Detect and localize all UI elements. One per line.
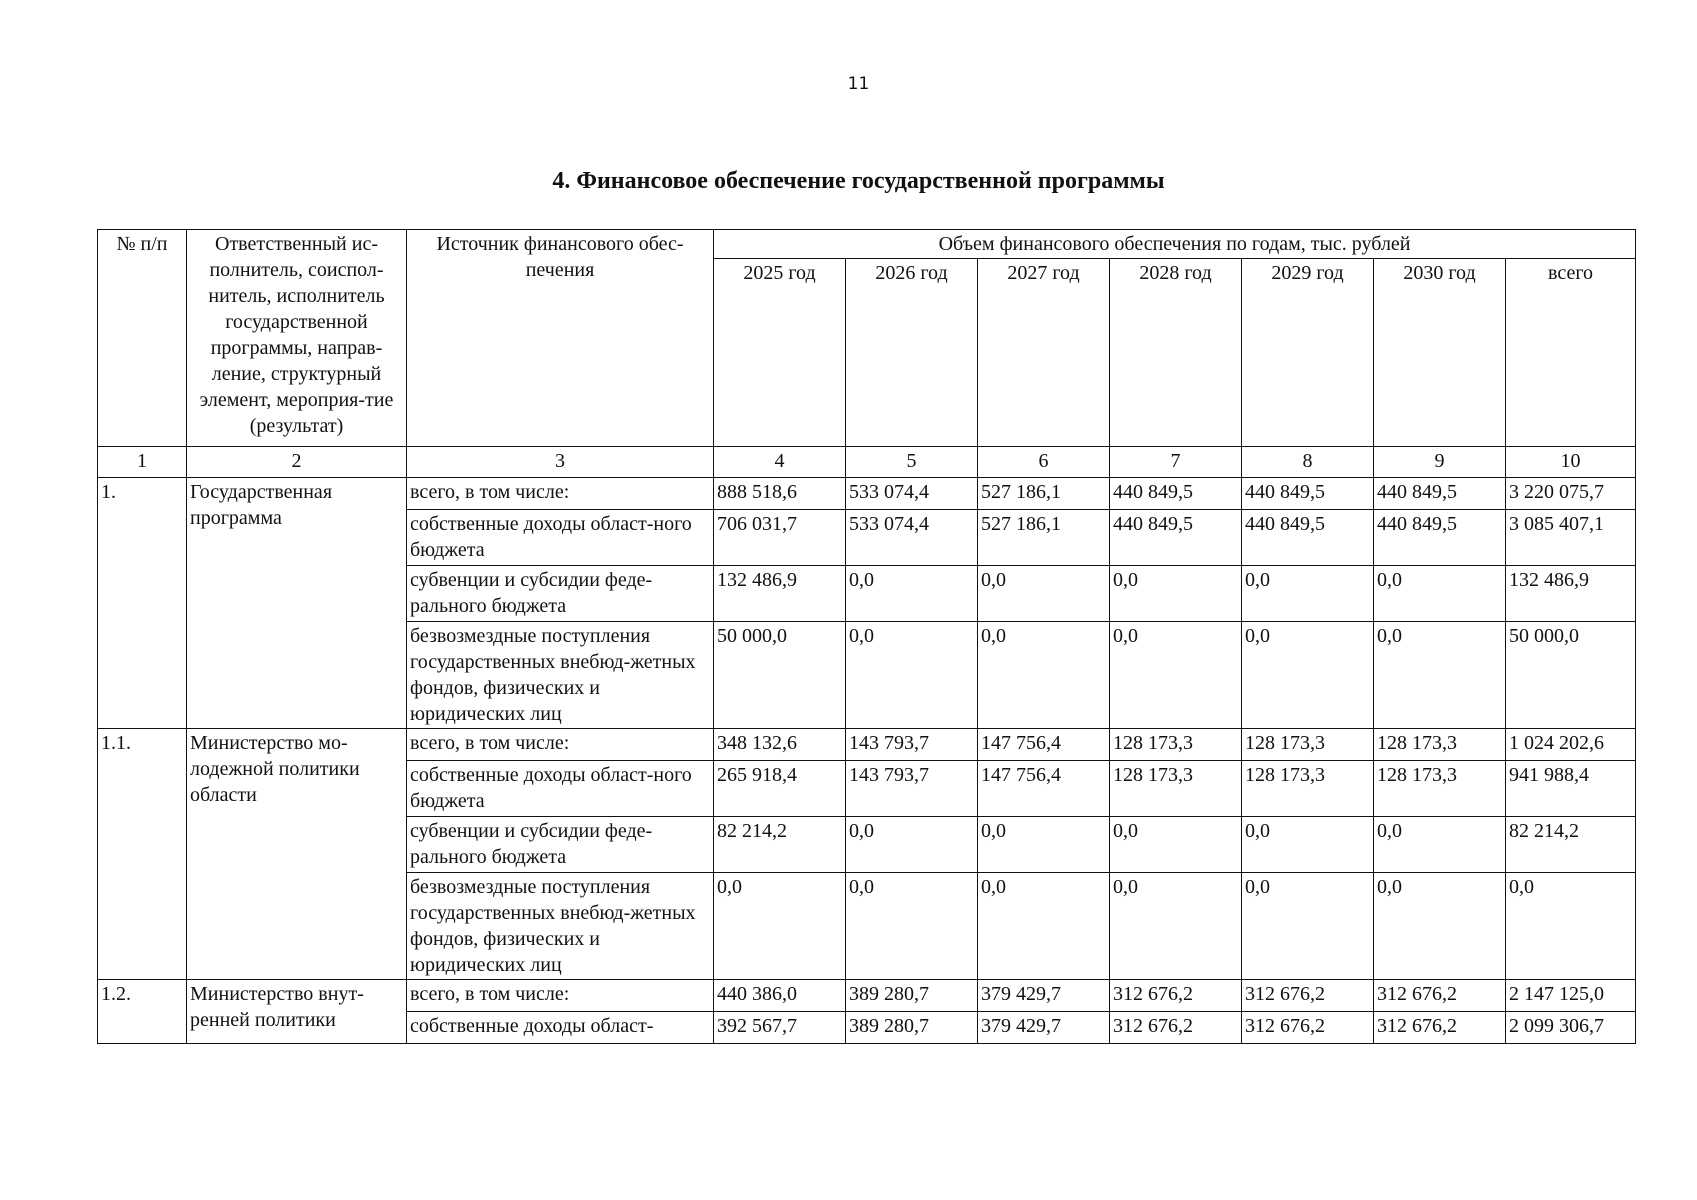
year-value: 132 486,9 [714, 566, 846, 622]
header-year: 2025 год [714, 259, 846, 447]
total-value: 941 988,4 [1506, 761, 1636, 817]
year-value: 312 676,2 [1242, 980, 1374, 1012]
year-value: 440 386,0 [714, 980, 846, 1012]
year-value: 389 280,7 [846, 980, 978, 1012]
funding-source: собственные доходы област-ного бюджета [407, 761, 714, 817]
funding-source: безвозмездные поступления государственных внебюд-жетных фондов, физических и юридических лиц [407, 622, 714, 729]
year-value: 0,0 [714, 873, 846, 980]
column-number: 10 [1506, 447, 1636, 478]
year-value: 0,0 [846, 873, 978, 980]
year-value: 312 676,2 [1110, 980, 1242, 1012]
year-value: 0,0 [1374, 817, 1506, 873]
year-value: 440 849,5 [1374, 478, 1506, 510]
header-year: 2029 год [1242, 259, 1374, 447]
year-value: 128 173,3 [1374, 761, 1506, 817]
column-number: 1 [98, 447, 187, 478]
table-row [98, 478, 1636, 510]
year-value: 389 280,7 [846, 1012, 978, 1044]
year-value: 0,0 [1110, 566, 1242, 622]
header-executor: Ответственный ис-полнитель, соиспол-нитель, исполнитель государственной программы, направ-ление, структурный элемент, мероприя-тие (результат) [187, 230, 407, 447]
year-value: 147 756,4 [978, 729, 1110, 761]
header-year: 2028 год [1110, 259, 1242, 447]
year-value: 0,0 [978, 817, 1110, 873]
year-value: 392 567,7 [714, 1012, 846, 1044]
year-value: 0,0 [1242, 873, 1374, 980]
executor-name: Государственная программа [187, 478, 407, 729]
year-value: 0,0 [1242, 566, 1374, 622]
funding-source: субвенции и субсидии феде-рального бюджета [407, 566, 714, 622]
year-value: 128 173,3 [1242, 729, 1374, 761]
total-value: 132 486,9 [1506, 566, 1636, 622]
year-value: 0,0 [1242, 817, 1374, 873]
column-number: 7 [1110, 447, 1242, 478]
table-row [98, 729, 1636, 761]
year-value: 0,0 [1374, 622, 1506, 729]
year-value: 440 849,5 [1242, 478, 1374, 510]
column-number: 6 [978, 447, 1110, 478]
year-value: 527 186,1 [978, 478, 1110, 510]
column-number: 3 [407, 447, 714, 478]
funding-source: собственные доходы област-ного бюджета [407, 510, 714, 566]
row-number: 1.2. [98, 980, 187, 1044]
year-value: 440 849,5 [1110, 510, 1242, 566]
funding-source: всего, в том числе: [407, 729, 714, 761]
total-value: 1 024 202,6 [1506, 729, 1636, 761]
column-number: 5 [846, 447, 978, 478]
year-value: 0,0 [978, 566, 1110, 622]
year-value: 440 849,5 [1374, 510, 1506, 566]
year-value: 0,0 [846, 622, 978, 729]
year-value: 379 429,7 [978, 980, 1110, 1012]
column-number: 2 [187, 447, 407, 478]
year-value: 312 676,2 [1374, 1012, 1506, 1044]
funding-source: всего, в том числе: [407, 478, 714, 510]
row-number: 1. [98, 478, 187, 729]
year-value: 440 849,5 [1242, 510, 1374, 566]
year-value: 265 918,4 [714, 761, 846, 817]
year-value: 0,0 [1242, 622, 1374, 729]
header-year: 2027 год [978, 259, 1110, 447]
column-numbers-row [98, 447, 1636, 478]
year-value: 0,0 [1110, 622, 1242, 729]
column-number: 9 [1374, 447, 1506, 478]
year-value: 0,0 [846, 566, 978, 622]
executor-name: Министерство внут-ренней политики [187, 980, 407, 1044]
total-value: 50 000,0 [1506, 622, 1636, 729]
year-value: 128 173,3 [1374, 729, 1506, 761]
total-value: 2 099 306,7 [1506, 1012, 1636, 1044]
year-value: 379 429,7 [978, 1012, 1110, 1044]
year-value: 312 676,2 [1110, 1012, 1242, 1044]
year-value: 128 173,3 [1110, 761, 1242, 817]
year-value: 128 173,3 [1242, 761, 1374, 817]
year-value: 50 000,0 [714, 622, 846, 729]
total-value: 3 220 075,7 [1506, 478, 1636, 510]
header-year: 2030 год [1374, 259, 1506, 447]
column-number: 4 [714, 447, 846, 478]
funding-source: безвозмездные поступления государственных внебюд-жетных фондов, физических и юридических лиц [407, 873, 714, 980]
year-value: 312 676,2 [1374, 980, 1506, 1012]
total-value: 2 147 125,0 [1506, 980, 1636, 1012]
year-value: 0,0 [846, 817, 978, 873]
header-num: № п/п [98, 230, 187, 447]
year-value: 888 518,6 [714, 478, 846, 510]
funding-source: собственные доходы област- [407, 1012, 714, 1044]
header-year: 2026 год [846, 259, 978, 447]
total-value: 82 214,2 [1506, 817, 1636, 873]
column-number: 8 [1242, 447, 1374, 478]
year-value: 0,0 [1110, 873, 1242, 980]
year-value: 533 074,4 [846, 478, 978, 510]
year-value: 82 214,2 [714, 817, 846, 873]
year-value: 143 793,7 [846, 761, 978, 817]
page-title: 4. Финансовое обеспечение государственной программы [552, 168, 1165, 194]
year-value: 440 849,5 [1110, 478, 1242, 510]
executor-name: Министерство мо-лодежной политики области [187, 729, 407, 980]
year-value: 0,0 [1374, 873, 1506, 980]
year-value: 128 173,3 [1110, 729, 1242, 761]
year-value: 0,0 [978, 622, 1110, 729]
year-value: 0,0 [978, 873, 1110, 980]
row-number: 1.1. [98, 729, 187, 980]
year-value: 0,0 [1374, 566, 1506, 622]
year-value: 312 676,2 [1242, 1012, 1374, 1044]
year-value: 348 132,6 [714, 729, 846, 761]
year-value: 706 031,7 [714, 510, 846, 566]
year-value: 143 793,7 [846, 729, 978, 761]
year-value: 0,0 [1110, 817, 1242, 873]
year-value: 533 074,4 [846, 510, 978, 566]
funding-source: всего, в том числе: [407, 980, 714, 1012]
header-volume: Объем финансового обеспечения по годам, тыс. рублей [714, 230, 1636, 259]
header-source: Источник финансового обес-печения [407, 230, 714, 447]
year-value: 527 186,1 [978, 510, 1110, 566]
financing-table [97, 229, 1636, 1044]
header-total: всего [1506, 259, 1636, 447]
page-number: 11 [847, 74, 870, 94]
year-value: 147 756,4 [978, 761, 1110, 817]
total-value: 0,0 [1506, 873, 1636, 980]
table-row [98, 980, 1636, 1012]
total-value: 3 085 407,1 [1506, 510, 1636, 566]
funding-source: субвенции и субсидии феде-рального бюджета [407, 817, 714, 873]
